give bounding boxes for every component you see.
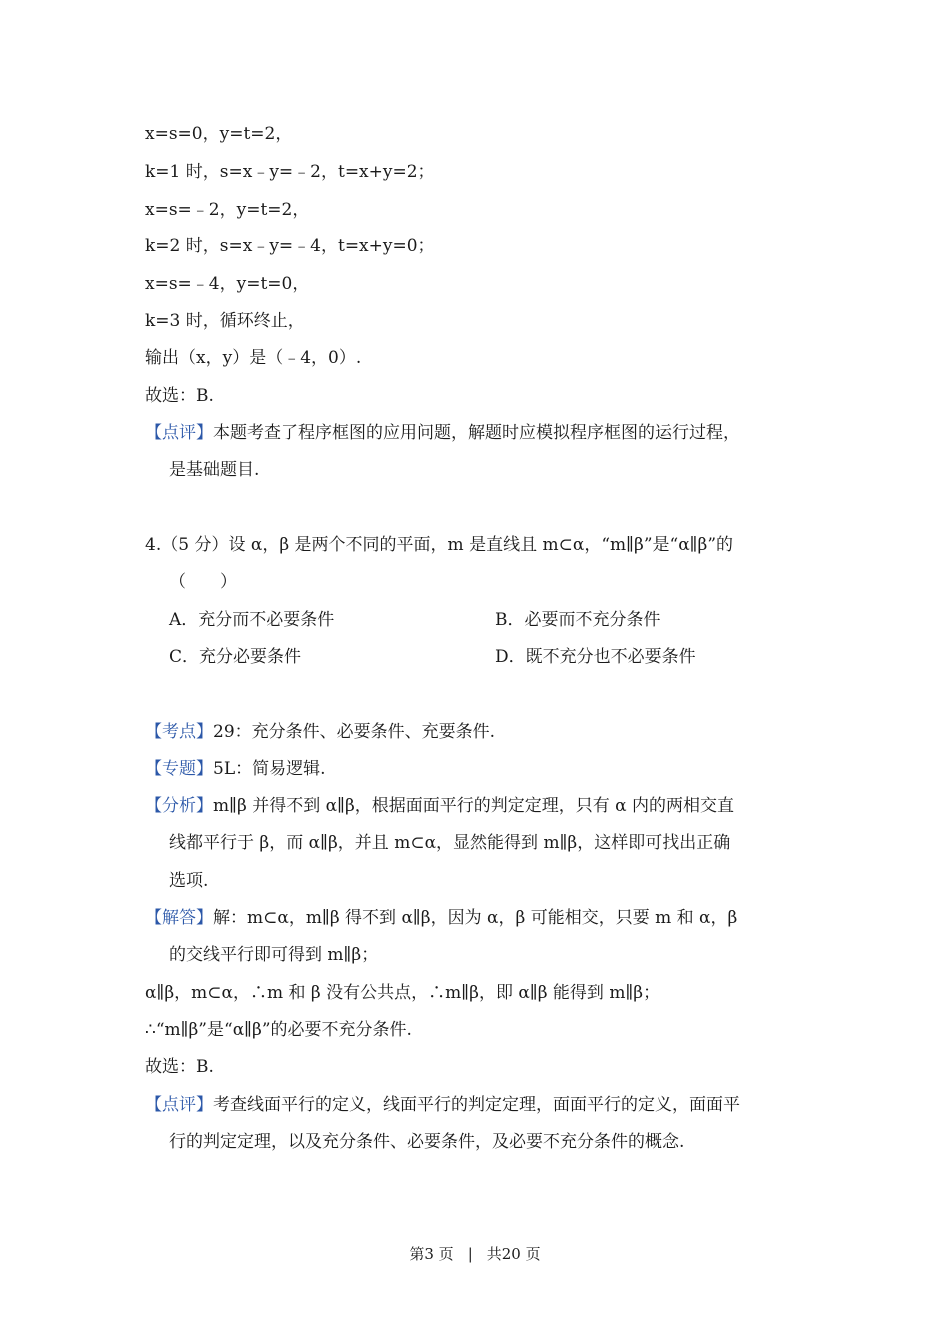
kaodian-text: 29：充分条件、必要条件、充要条件.: [213, 722, 496, 742]
trace-line-6: k=3 时，循环终止，: [145, 311, 305, 331]
trace-line-5: x=s=﹣4，y=t=0，: [145, 274, 310, 294]
dianping-tag: 【点评】: [145, 1095, 213, 1115]
zhuanti-text: 5L：简易逻辑.: [213, 759, 326, 779]
jieda-line-5: 故选：B.: [145, 1057, 214, 1077]
fenxi-line-1: [145, 794, 734, 818]
jieda-tag: 【解答】: [145, 908, 213, 928]
page-number: 第3 页: [409, 1245, 454, 1263]
jieda-line-4: ∴“m∥β”是“α∥β”的必要不充分条件.: [145, 1020, 412, 1040]
trace-line-2: k=1 时，s=x﹣y=﹣2，t=x+y=2；: [145, 162, 435, 182]
trace-line-8: 故选：B.: [145, 386, 214, 406]
review1-text-1: 本题考查了程序框图的应用问题，解题时应模拟程序框图的运行过程，: [213, 423, 740, 443]
zhuanti-tag: 【专题】: [145, 759, 213, 779]
trace-line-1: x=s=0，y=t=2，: [145, 124, 293, 144]
question4-blank: （ ）: [169, 572, 237, 592]
kaodian-line: [145, 720, 495, 744]
page-total: 共20 页: [486, 1245, 541, 1263]
jieda-text-1: 解：m⊂α，m∥β 得不到 α∥β，因为 α，β 可能相交，只要 m 和 α，β: [213, 908, 738, 928]
jieda-line-3: α∥β，m⊂α，∴m 和 β 没有公共点，∴m∥β，即 α∥β 能得到 m∥β；: [145, 983, 661, 1003]
review1-line-1: [145, 421, 740, 445]
dianping-line-1: [145, 1093, 740, 1117]
zhuanti-line: [145, 757, 326, 781]
kaodian-tag: 【考点】: [145, 722, 213, 742]
fenxi-line-2: 线都平行于 β，而 α∥β，并且 m⊂α，显然能得到 m∥β，这样即可找出正确: [169, 833, 731, 853]
jieda-line-2: 的交线平行即可得到 m∥β；: [169, 945, 379, 965]
option-b: B．必要而不充分条件: [495, 610, 661, 630]
option-a: A．充分而不必要条件: [169, 610, 335, 630]
trace-line-7: 输出（x，y）是（﹣4，0）.: [145, 348, 362, 368]
footer-separator: |: [467, 1245, 473, 1263]
trace-line-3: x=s=﹣2，y=t=2，: [145, 200, 310, 220]
trace-line-4: k=2 时，s=x﹣y=﹣4，t=x+y=0；: [145, 236, 435, 256]
option-d: D．既不充分也不必要条件: [495, 647, 696, 667]
jieda-line-1: [145, 906, 737, 930]
review-tag: 【点评】: [145, 423, 213, 443]
option-c: C．充分必要条件: [169, 647, 302, 667]
fenxi-text-1: m∥β 并得不到 α∥β，根据面面平行的判定定理，只有 α 内的两相交直: [213, 796, 735, 816]
page-footer: [0, 1243, 950, 1264]
question4-stem: 4.（5 分）设 α，β 是两个不同的平面，m 是直线且 m⊂α，“m∥β”是“α∥β”的: [145, 535, 734, 555]
fenxi-line-3: 选项.: [169, 871, 209, 891]
dianping-line-2: 行的判定定理，以及充分条件、必要条件，及必要不充分条件的概念.: [169, 1132, 685, 1152]
dianping-text-1: 考查线面平行的定义，线面平行的判定定理，面面平行的定义，面面平: [213, 1095, 740, 1115]
fenxi-tag: 【分析】: [145, 796, 213, 816]
review1-line-2: 是基础题目.: [169, 460, 260, 480]
